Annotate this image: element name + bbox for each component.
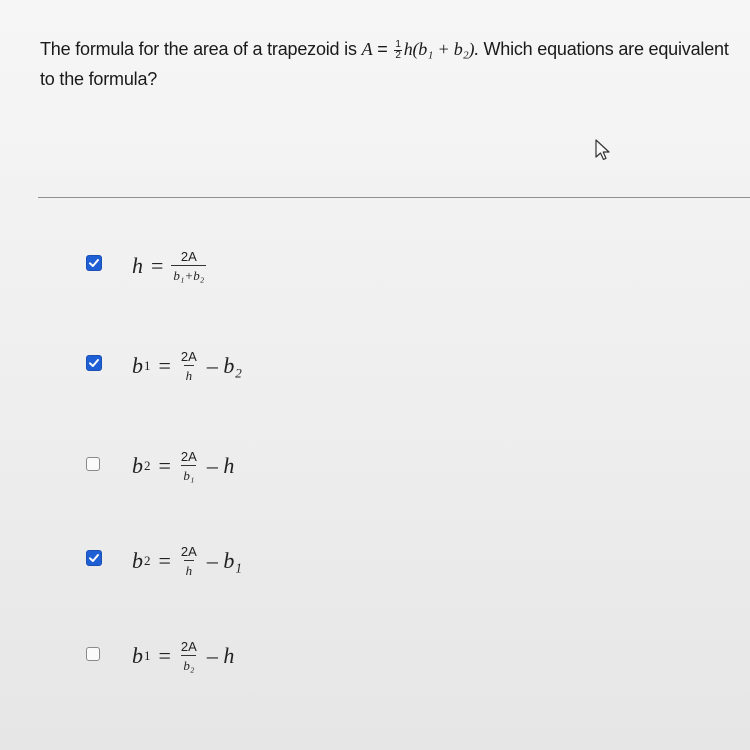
checkmark-icon: [88, 552, 100, 564]
equation-tail: – h: [206, 453, 235, 478]
equation-lhs-subscript: 1: [144, 648, 151, 663]
question-text: [40, 34, 730, 94]
formula-a: A: [361, 39, 373, 59]
equation-lhs: b: [132, 548, 143, 573]
equation-lhs-subscript: 1: [144, 358, 151, 373]
formula-half-fraction: [394, 40, 401, 61]
half-numerator: 1: [395, 38, 401, 50]
mouse-pointer-icon: [594, 138, 612, 162]
checkbox-checked[interactable]: [86, 355, 102, 371]
formula-rest: h(b₁ + b₂).: [403, 39, 479, 59]
equation: [132, 544, 242, 578]
divider: [38, 197, 750, 198]
fraction: [179, 544, 199, 578]
fraction: [171, 249, 206, 283]
fraction: [179, 449, 199, 483]
equation: [132, 349, 242, 383]
fraction-denominator: b₂: [181, 655, 196, 673]
checkbox-checked[interactable]: [86, 255, 102, 271]
fraction: [179, 639, 199, 673]
question-suffix: Which equations are equivalent to the formula?: [40, 39, 729, 89]
equals-sign: =: [158, 548, 171, 573]
fraction-numerator: 2A: [180, 249, 197, 264]
answer-option[interactable]: [86, 345, 386, 395]
answer-option[interactable]: [86, 540, 386, 590]
checkbox-checked[interactable]: [86, 550, 102, 566]
equals-sign: =: [158, 353, 171, 378]
equation-lhs-subscript: 2: [144, 553, 151, 568]
equation-lhs: b: [132, 643, 143, 668]
fraction-denominator: h: [184, 560, 195, 578]
fraction-numerator: 2A: [180, 349, 197, 364]
question-prefix: The formula for the area of a trapezoid is: [40, 39, 357, 59]
fraction-denominator: b₁: [181, 465, 196, 483]
equation-tail: – b₁: [206, 548, 242, 573]
equation: [132, 449, 234, 483]
equation: [132, 249, 206, 283]
equation: [132, 639, 234, 673]
answer-option[interactable]: [86, 245, 386, 295]
answer-option[interactable]: [86, 635, 386, 685]
checkmark-icon: [88, 257, 100, 269]
equation-lhs-subscript: 2: [144, 458, 151, 473]
half-denominator: 2: [395, 49, 401, 61]
equation-lhs: b: [132, 453, 143, 478]
fraction-numerator: 2A: [180, 449, 197, 464]
checkbox-unchecked[interactable]: [86, 647, 100, 661]
checkbox-unchecked[interactable]: [86, 457, 100, 471]
equation-lhs: b: [132, 353, 143, 378]
fraction-denominator: h: [184, 365, 195, 383]
checkmark-icon: [88, 357, 100, 369]
equation-tail: – b₂: [206, 353, 242, 378]
equals-sign: =: [151, 253, 164, 278]
equals-sign: =: [158, 453, 171, 478]
equation-tail: – h: [206, 643, 235, 668]
fraction-numerator: 2A: [180, 544, 197, 559]
fraction-numerator: 2A: [180, 639, 197, 654]
answer-option[interactable]: [86, 445, 386, 495]
fraction: [179, 349, 199, 383]
equation-lhs: h: [132, 253, 143, 278]
fraction-denominator: b₁+b₂: [171, 265, 206, 283]
formula-equals: =: [377, 39, 388, 59]
equals-sign: =: [158, 643, 171, 668]
